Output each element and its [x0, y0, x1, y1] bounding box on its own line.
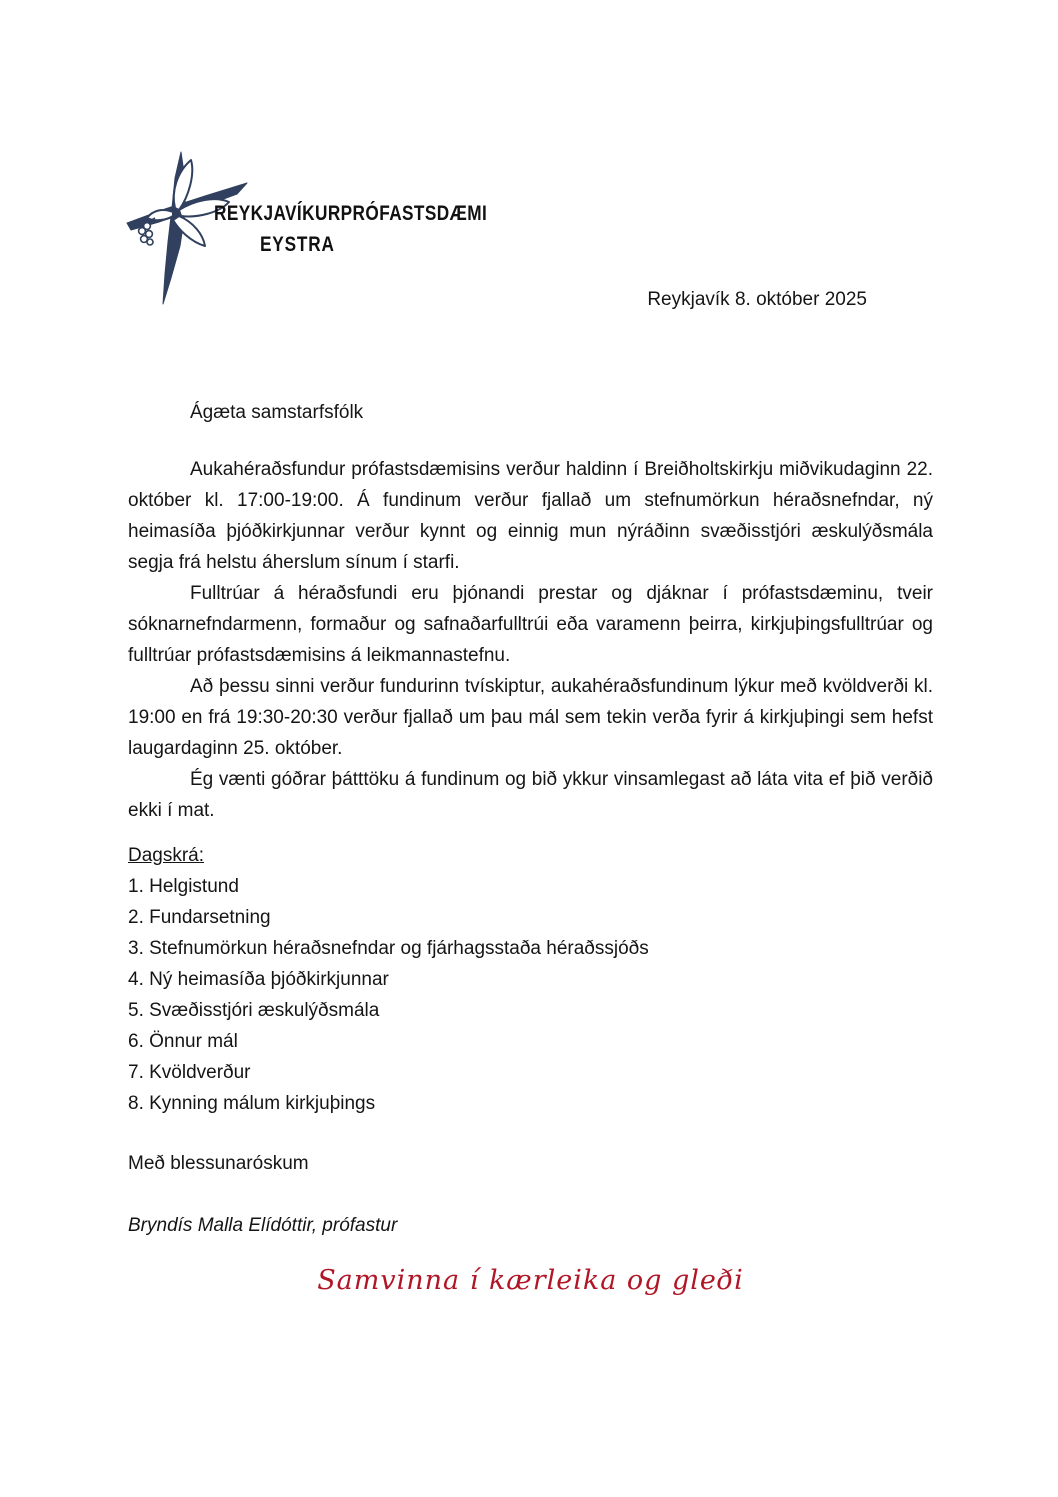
agenda-section: [128, 840, 933, 1119]
agenda-item: 1. Helgistund: [128, 876, 239, 897]
logo-wordmark: [214, 202, 547, 257]
agenda-item: 2. Fundarsetning: [128, 907, 271, 928]
motto: Samvinna í kærleika og gleði: [317, 1265, 744, 1296]
salutation: Ágæta samstarfsfólk: [190, 402, 364, 423]
agenda-item: 7. Kvöldverður: [128, 1062, 251, 1083]
agenda-heading: Dagskrá:: [128, 845, 205, 866]
body-paragraph: Að þessu sinni verður fundurinn tvískiptur, aukahéraðsfundinum lýkur með kvöldverði kl. 19:00 en frá 19:30-20:30 verður fjallað um þau mál sem tekin verða fyrir á kirkjuþingi sem hefst laugardaginn 25. október.: [128, 676, 933, 759]
letter-body: [128, 397, 933, 1296]
signature-name: Bryndís Malla Elídóttir, prófastur: [128, 1215, 398, 1236]
letter-paragraphs: [128, 454, 933, 826]
org-name: REYKJAVÍKURPRÓFASTSDÆMI: [214, 202, 488, 225]
agenda-item: 8. Kynning málum kirkjuþings: [128, 1093, 376, 1114]
body-paragraph: Ég vænti góðrar þátttöku á fundinum og bið ykkur vinsamlegast að láta vita ef þið verðið ekki í mat.: [128, 769, 933, 821]
agenda-item: 6. Önnur mál: [128, 1031, 238, 1052]
body-paragraph: Aukahéraðsfundur prófastsdæmisins verður haldinn í Breiðholtskirkju miðvikudaginn 22. október kl. 17:00-19:00. Á fundinum verður fjallað um stefnumörkun héraðsnefndar, ný heimasíða þjóðkirkjunnar verður kynnt og einnig mun nýráðinn svæðisstjóri æskulýðsmála segja frá helstu áherslum sínum í starfi.: [128, 459, 933, 573]
closing-farewell: Með blessunaróskum: [128, 1153, 309, 1174]
agenda-item: 4. Ný heimasíða þjóðkirkjunnar: [128, 969, 389, 990]
date-line: Reykjavík 8. október 2025: [647, 289, 867, 310]
body-paragraph: Fulltrúar á héraðsfundi eru þjónandi prestar og djáknar í prófastsdæminu, tveir sóknarnefndarmenn, formaður og safnaðarfulltrúi eða varamenn þeirra, kirkjuþingsfulltrúar og fulltrúar prófastsdæmisins á leikmannastefnu.: [128, 583, 933, 666]
agenda-item: 5. Svæðisstjóri æskulýðsmála: [128, 1000, 380, 1021]
agenda-item: 3. Stefnumörkun héraðsnefndar og fjárhagsstaða héraðssjóðs: [128, 938, 649, 959]
org-region: EYSTRA: [260, 233, 335, 256]
